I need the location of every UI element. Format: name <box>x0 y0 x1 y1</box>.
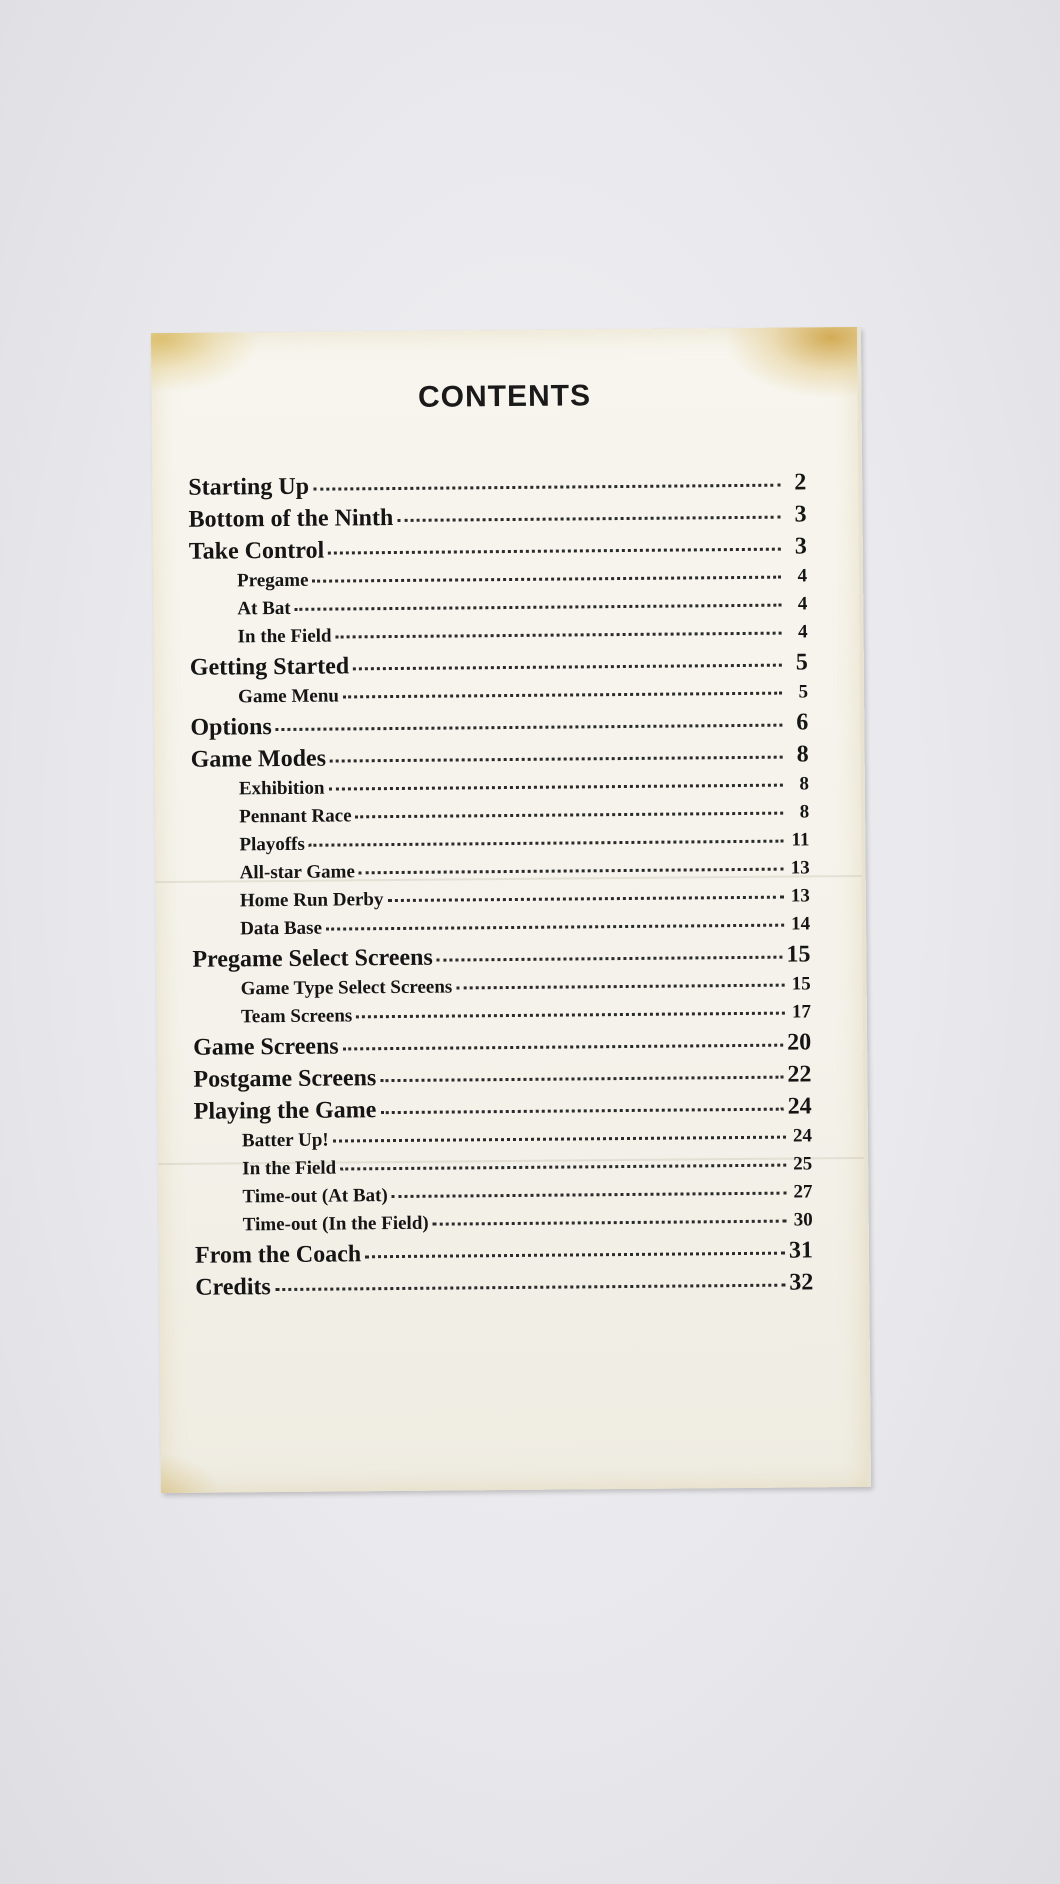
dot-leader <box>330 756 783 763</box>
dot-leader <box>356 812 784 819</box>
dot-leader <box>380 1076 783 1083</box>
dot-leader <box>343 692 782 699</box>
toc-entry-label: Batter Up! <box>241 1129 329 1152</box>
toc-entry-page-number: 17 <box>791 1001 811 1023</box>
toc-entry <box>193 1061 811 1098</box>
dot-leader <box>328 548 781 555</box>
dot-leader <box>353 664 782 671</box>
toc-entry-label: In the Field <box>237 625 332 648</box>
toc-entry-page-number: 31 <box>788 1237 814 1264</box>
toc-entry-label: Pennant Race <box>239 805 352 828</box>
dot-leader <box>275 1284 785 1291</box>
toc-entry <box>189 533 807 570</box>
toc-entry-page-number: 8 <box>799 773 810 795</box>
dot-leader <box>309 840 784 847</box>
dot-leader <box>433 1220 787 1226</box>
toc-entry-label: Data Base <box>240 917 323 940</box>
dot-leader <box>437 956 783 962</box>
dot-leader <box>397 516 780 522</box>
dot-leader <box>326 924 784 931</box>
toc-entry-label: Getting Started <box>189 653 350 681</box>
toc-entry-label: Postgame Screens <box>193 1065 377 1093</box>
toc-entry-page-number: 6 <box>796 709 809 736</box>
dot-leader <box>333 1136 786 1143</box>
toc-entry-page-number: 22 <box>787 1061 812 1088</box>
toc-entry-label: Game Screens <box>193 1033 339 1061</box>
toc-entry-page-number: 3 <box>794 501 807 528</box>
dot-leader <box>392 1192 787 1198</box>
toc-entry <box>195 1269 813 1306</box>
toc-entry-page-number: 13 <box>790 857 810 879</box>
dot-leader <box>365 1252 785 1259</box>
toc-entry <box>192 941 810 978</box>
toc-entry-page-number: 8 <box>799 801 810 823</box>
toc-entry-label: Game Modes <box>190 745 327 773</box>
toc-entry <box>195 1237 813 1274</box>
dot-leader <box>328 784 782 791</box>
dot-leader <box>313 576 782 583</box>
toc-entry-page-number: 32 <box>789 1269 814 1296</box>
toc-entry-label: At Bat <box>237 597 291 620</box>
toc-entry-page-number: 15 <box>791 973 811 995</box>
toc-entry-label: Home Run Derby <box>239 889 384 912</box>
toc-entry-page-number: 5 <box>795 649 808 676</box>
toc-entry-page-number: 8 <box>796 741 809 768</box>
age-stain-bottom-left <box>161 1453 221 1494</box>
toc-entry-page-number: 30 <box>793 1209 813 1231</box>
dot-leader <box>295 604 782 611</box>
toc-entry-page-number: 14 <box>791 913 811 935</box>
manual-page <box>151 327 871 1493</box>
toc-entry-page-number: 11 <box>791 829 810 851</box>
toc-entry-label: From the Coach <box>194 1241 362 1269</box>
toc-entry-label: Game Menu <box>238 685 340 708</box>
table-of-contents <box>188 469 813 1306</box>
dot-leader <box>387 896 783 902</box>
toc-entry-label: Time-out (In the Field) <box>242 1212 429 1236</box>
toc-entry-label: Time-out (At Bat) <box>242 1185 388 1208</box>
toc-entry-label: Options <box>190 714 272 741</box>
dot-leader <box>313 484 780 491</box>
toc-entry-label: All-star Game <box>239 861 355 884</box>
dot-leader <box>336 632 782 639</box>
toc-entry <box>191 741 809 778</box>
dot-leader <box>380 1108 783 1115</box>
toc-entry <box>188 469 806 506</box>
toc-entry-label: Exhibition <box>238 777 325 800</box>
toc-entry-page-number: 24 <box>787 1093 812 1120</box>
toc-entry-page-number: 13 <box>790 885 810 907</box>
toc-entry-label: Playoffs <box>239 833 305 856</box>
toc-entry <box>190 649 808 686</box>
toc-entry <box>193 1029 811 1066</box>
toc-entry-page-number: 2 <box>794 469 807 496</box>
toc-entry-page-number: 27 <box>793 1181 813 1203</box>
toc-entry-label: In the Field <box>242 1157 337 1180</box>
dot-leader <box>456 984 784 990</box>
toc-entry <box>190 709 808 746</box>
toc-entry-page-number: 4 <box>797 621 808 643</box>
dot-leader <box>343 1044 783 1051</box>
toc-entry-page-number: 25 <box>793 1153 813 1175</box>
toc-entry-label: Pregame <box>237 569 309 592</box>
toc-entry-page-number: 24 <box>792 1125 813 1147</box>
contents-title: CONTENTS <box>417 379 592 414</box>
toc-entry-page-number: 4 <box>797 565 808 587</box>
toc-entry-label: Team Screens <box>240 1005 353 1028</box>
toc-entry-page-number: 5 <box>798 681 809 703</box>
toc-entry-label: Pregame Select Screens <box>192 944 433 973</box>
dot-leader <box>356 1012 785 1019</box>
toc-entry-page-number: 15 <box>786 941 811 968</box>
toc-entry-label: Game Type Select Screens <box>240 976 453 1000</box>
toc-entry-page-number: 4 <box>797 593 808 615</box>
toc-entry-label: Take Control <box>188 537 325 565</box>
toc-entry <box>194 1093 812 1130</box>
dot-leader <box>359 868 784 875</box>
toc-entry <box>188 501 806 538</box>
toc-entry-label: Bottom of the Ninth <box>188 505 394 533</box>
toc-entry-label: Credits <box>195 1274 271 1301</box>
toc-entry-label: Starting Up <box>188 473 310 501</box>
toc-entry-page-number: 3 <box>794 533 807 560</box>
toc-entry-page-number: 20 <box>787 1029 812 1056</box>
toc-entry-label: Playing the Game <box>193 1097 377 1125</box>
dot-leader <box>276 724 783 731</box>
dot-leader <box>340 1164 786 1171</box>
